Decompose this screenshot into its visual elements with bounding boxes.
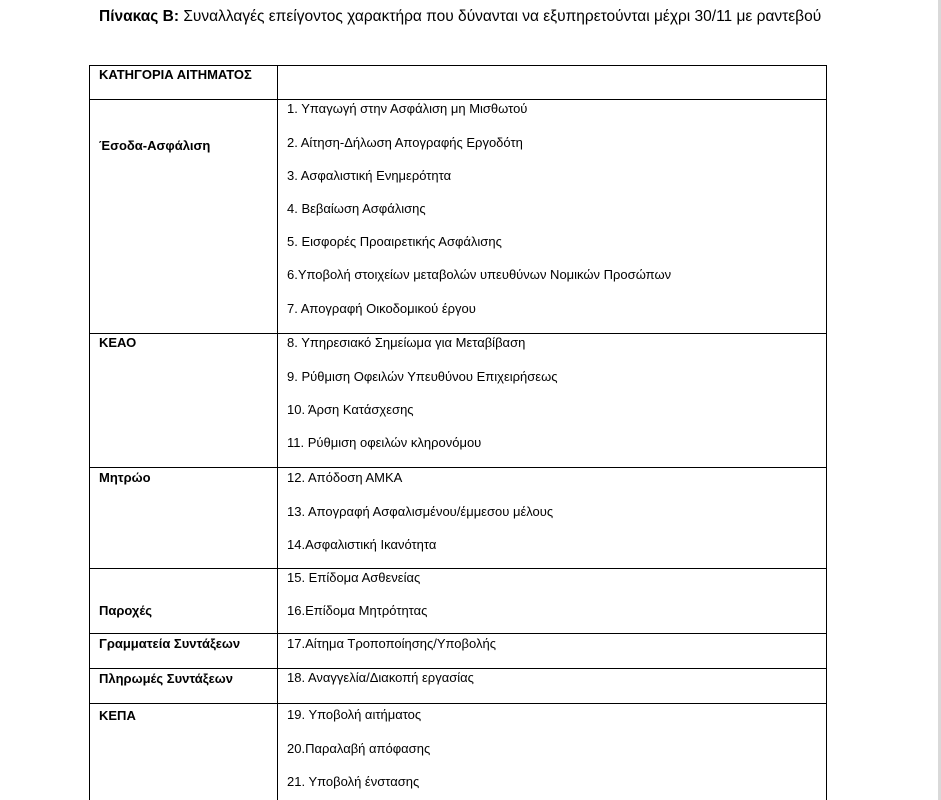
request-item: 1. Υπαγωγή στην Ασφάλιση μη Μισθωτού	[287, 101, 528, 116]
request-item: 10. Άρση Κατάσχεσης	[287, 402, 414, 417]
request-item: 12. Απόδοση ΑΜΚΑ	[287, 470, 403, 485]
request-item: 21. Υποβολή ένστασης	[287, 774, 420, 789]
request-item: 17.Αίτημα Τροποποίησης/Υποβολής	[287, 636, 496, 651]
table-caption-label: Πίνακας Β:	[99, 8, 180, 25]
request-item: 16.Επίδομα Μητρότητας	[287, 603, 428, 618]
request-item: 11. Ρύθμιση οφειλών κληρονόμου	[287, 435, 482, 450]
request-item: 6.Υποβολή στοιχείων μεταβολών υπευθύνων Νομικών Προσώπων	[287, 267, 672, 282]
request-item: 13. Απογραφή Ασφαλισμένου/έμμεσου μέλους	[287, 504, 554, 519]
requests-table	[89, 65, 827, 800]
request-item: 14.Ασφαλιστική Ικανότητα	[287, 537, 437, 552]
row-divider	[89, 703, 827, 704]
table-caption	[99, 6, 839, 27]
request-item: 18. Αναγγελία/Διακοπή εργασίας	[287, 670, 474, 685]
category-pension-payments: Πληρωμές Συντάξεων	[99, 671, 233, 686]
table-header-category: ΚΑΤΗΓΟΡΙΑ ΑΙΤΗΜΑΤΟΣ	[99, 67, 252, 82]
request-item: 8. Υπηρεσιακό Σημείωμα για Μεταβίβαση	[287, 335, 526, 350]
table-caption-text: Συναλλαγές επείγοντος χαρακτήρα που δύνανται να εξυπηρετούνται μέχρι 30/11 με ραντεβού	[179, 8, 822, 25]
request-item: 2. Αίτηση-Δήλωση Απογραφής Εργοδότη	[287, 135, 523, 150]
category-kepa: ΚΕΠΑ	[99, 708, 136, 723]
category-insurance-revenue: Έσοδα-Ασφάλιση	[99, 138, 211, 153]
request-item: 20.Παραλαβή απόφασης	[287, 741, 431, 756]
request-item: 3. Ασφαλιστική Ενημερότητα	[287, 168, 452, 183]
category-keao: ΚΕΑΟ	[99, 335, 137, 350]
row-divider	[89, 99, 827, 100]
request-item: 7. Απογραφή Οικοδομικού έργου	[287, 301, 476, 316]
row-divider	[89, 633, 827, 634]
row-divider	[89, 568, 827, 569]
category-registry: Μητρώο	[99, 470, 151, 485]
row-divider	[89, 668, 827, 669]
column-divider	[277, 65, 278, 800]
row-divider	[89, 467, 827, 468]
request-item: 15. Επίδομα Ασθενείας	[287, 570, 421, 585]
request-item: 4. Βεβαίωση Ασφάλισης	[287, 201, 426, 216]
category-pension-secretariat: Γραμματεία Συντάξεων	[99, 636, 241, 651]
row-divider	[89, 333, 827, 334]
request-item: 19. Υποβολή αιτήματος	[287, 707, 422, 722]
category-benefits: Παροχές	[99, 603, 153, 618]
request-item: 5. Εισφορές Προαιρετικής Ασφάλισης	[287, 234, 502, 249]
request-item: 9. Ρύθμιση Οφειλών Υπευθύνου Επιχειρήσεως	[287, 369, 558, 384]
